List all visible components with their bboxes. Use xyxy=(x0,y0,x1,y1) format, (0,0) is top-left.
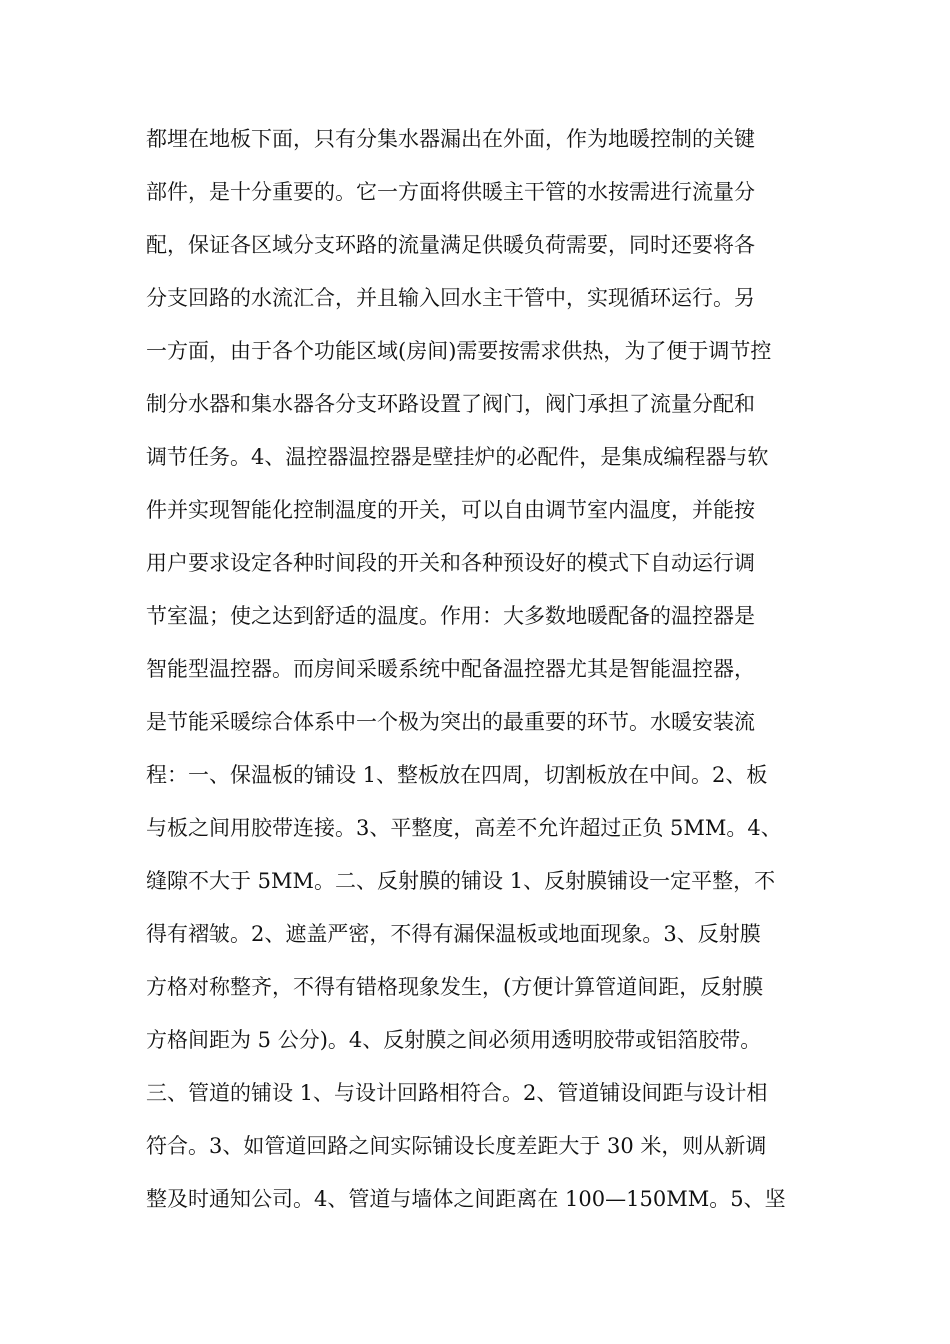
text-line: 符合。3、如管道回路之间实际铺设长度差距大于 30 米，则从新调 xyxy=(146,1134,767,1158)
text-line: 节室温；使之达到舒适的温度。作用：大多数地暖配备的温控器是 xyxy=(146,604,755,628)
text-line: 缝隙不大于 5MM。二、反射膜的铺设 1、反射膜铺设一定平整，不 xyxy=(146,869,776,893)
text-line: 程：一、保温板的铺设 1、整板放在四周，切割板放在中间。2、板 xyxy=(146,763,768,787)
text-line: 部件，是十分重要的。它一方面将供暖主干管的水按需进行流量分 xyxy=(146,180,755,204)
body-text xyxy=(146,113,826,1226)
text-line: 是节能采暖综合体系中一个极为突出的最重要的环节。水暖安装流 xyxy=(146,710,755,734)
text-line: 用户要求设定各种时间段的开关和各种预设好的模式下自动运行调 xyxy=(146,551,755,575)
text-line: 都埋在地板下面，只有分集水器漏出在外面，作为地暖控制的关键 xyxy=(146,127,755,151)
text-line: 调节任务。4、温控器温控器是壁挂炉的必配件，是集成编程器与软 xyxy=(146,445,769,469)
text-line: 方格对称整齐，不得有错格现象发生，(方便计算管道间距，反射膜 xyxy=(146,975,764,999)
text-line: 制分水器和集水器各分支环路设置了阀门，阀门承担了流量分配和 xyxy=(146,392,755,416)
text-line: 整及时通知公司。4、管道与墙体之间距离在 100—150MM。5、坚 xyxy=(146,1187,786,1211)
text-line: 件并实现智能化控制温度的开关，可以自由调节室内温度，并能按 xyxy=(146,498,755,522)
text-line: 配，保证各区域分支环路的流量满足供暖负荷需要，同时还要将各 xyxy=(146,233,755,257)
text-line: 智能型温控器。而房间采暖系统中配备温控器尤其是智能温控器， xyxy=(146,657,755,681)
text-line: 与板之间用胶带连接。3、平整度，高差不允许超过正负 5MM。4、 xyxy=(146,816,782,840)
text-line: 得有褶皱。2、遮盖严密，不得有漏保温板或地面现象。3、反射膜 xyxy=(146,922,761,946)
text-line: 分支回路的水流汇合，并且输入回水主干管中，实现循环运行。另 xyxy=(146,286,755,310)
text-line: 方格间距为 5 公分)。4、反射膜之间必须用透明胶带或铝箔胶带。 xyxy=(146,1028,762,1052)
text-line: 一方面，由于各个功能区域(房间)需要按需求供热，为了便于调节控 xyxy=(146,339,772,363)
text-line: 三、管道的铺设 1、与设计回路相符合。2、管道铺设间距与设计相 xyxy=(146,1081,768,1105)
